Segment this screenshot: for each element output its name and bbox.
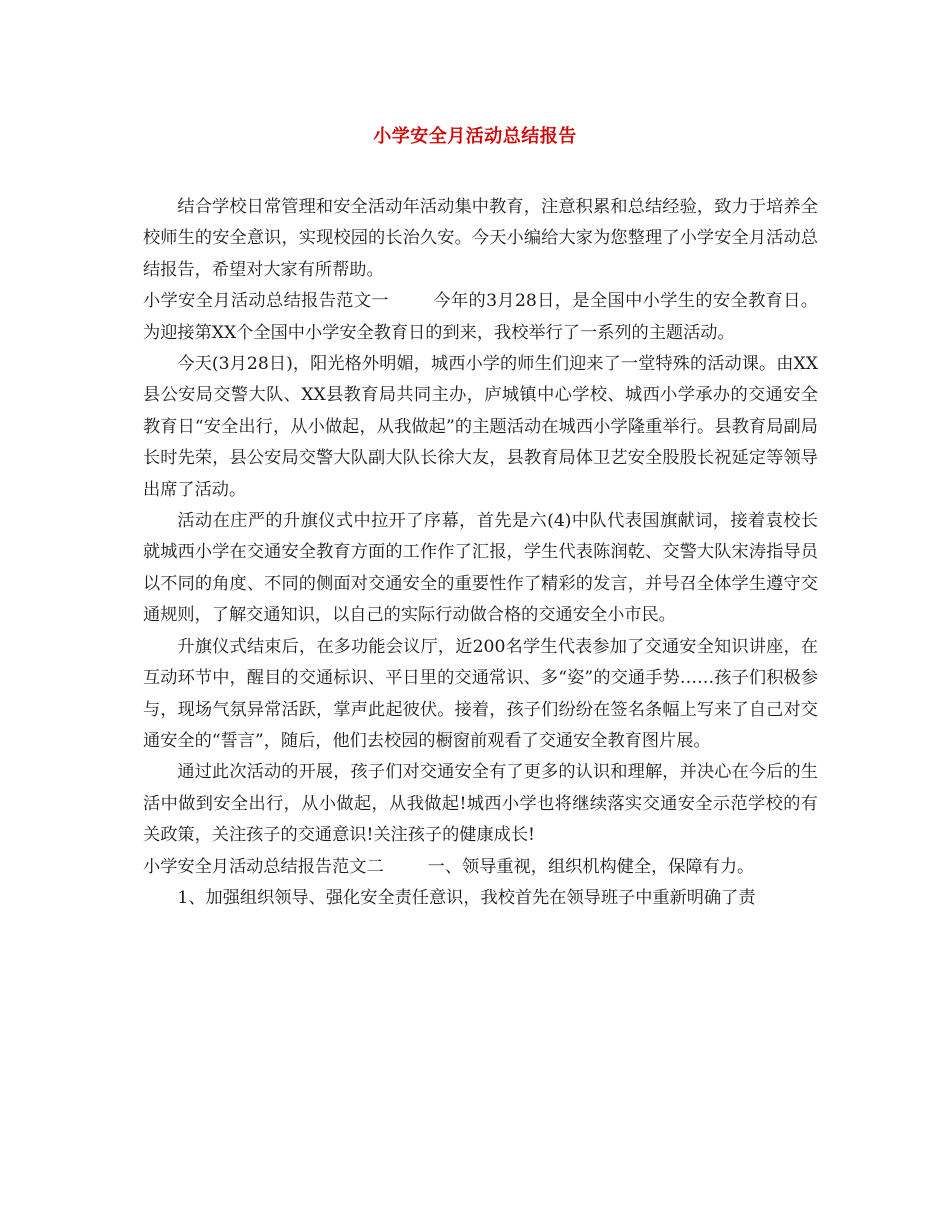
section-1-first-line [143,286,818,349]
section-1-paragraph: 今天(3月28日)，阳光格外明媚，城西小学的师生们迎来了一堂特殊的活动课。由XX县公安局交警大队、XX县教育局共同主办，庐城镇中心学校、城西小学承办的交通安全教育日“安全出行，从小做起，从我做起”的主题活动在城西小学隆重举行。县教育局副局长时先荣，县公安局交警大队副大队长徐大友，县教育局体卫艺安全股股长祝延定等领导出席了活动。 [143,354,818,500]
section-1-heading: 小学安全月活动总结报告范文一 [143,291,389,312]
section-1-lead: 今年的3月28日，是全国中小学生的安全教育日。为迎接第XX个全国中小学安全教育日的到来，我校举行了一系列的主题活动。 [143,291,818,343]
section-2-first-line [143,852,818,883]
section-1-paragraph: 通过此次活动的开展，孩子们对交通安全有了更多的认识和理解，并决心在今后的生活中做到安全出行，从小做起，从我做起!城西小学也将继续落实交通安全示范学校的有关政策，关注孩子的交通意识!关注孩子的健康成长! [143,762,818,846]
section-2-lead: 一、领导重视，组织机构健全，保障有力。 [427,856,755,877]
section-1-paragraph: 升旗仪式结束后，在多功能会议厅，近200名学生代表参加了交通安全知识讲座，在互动环节中，醒目的交通标识、平日里的交通常识、多“姿”的交通手势……孩子们积极参与，现场气氛异常活跃，掌声此起彼伏。接着，孩子们纷纷在签名条幅上写来了自己对交通安全的“誓言”，随后，他们去校园的橱窗前观看了交通安全教育图片展。 [143,636,818,751]
intro-paragraph: 结合学校日常管理和安全活动年活动集中教育，注意积累和总结经验，致力于培养全校师生的安全意识，实现校园的长治久安。今天小编给大家为您整理了小学安全月活动总结报告，希望对大家有所帮助。 [143,197,818,280]
section-2-paragraph: 1、加强组织领导、强化安全责任意识，我校首先在领导班子中重新明确了责 [177,887,756,908]
section-1-paragraph: 活动在庄严的升旗仪式中拉开了序幕，首先是六(4)中队代表国旗献词，接着袁校长就城西小学在交通安全教育方面的工作作了汇报，学生代表陈润乾、交警大队宋涛指导员以不同的角度、不同的侧面对交通安全的重要性作了精彩的发言，并号召全体学生遵守交通规则，了解交通知识，以自己的实际行动做合格的交通安全小市民。 [143,511,818,626]
section-2-heading: 小学安全月活动总结报告范文二 [143,856,384,877]
document-title: 小学安全月活动总结报告 [373,126,577,147]
document-body [143,192,818,914]
